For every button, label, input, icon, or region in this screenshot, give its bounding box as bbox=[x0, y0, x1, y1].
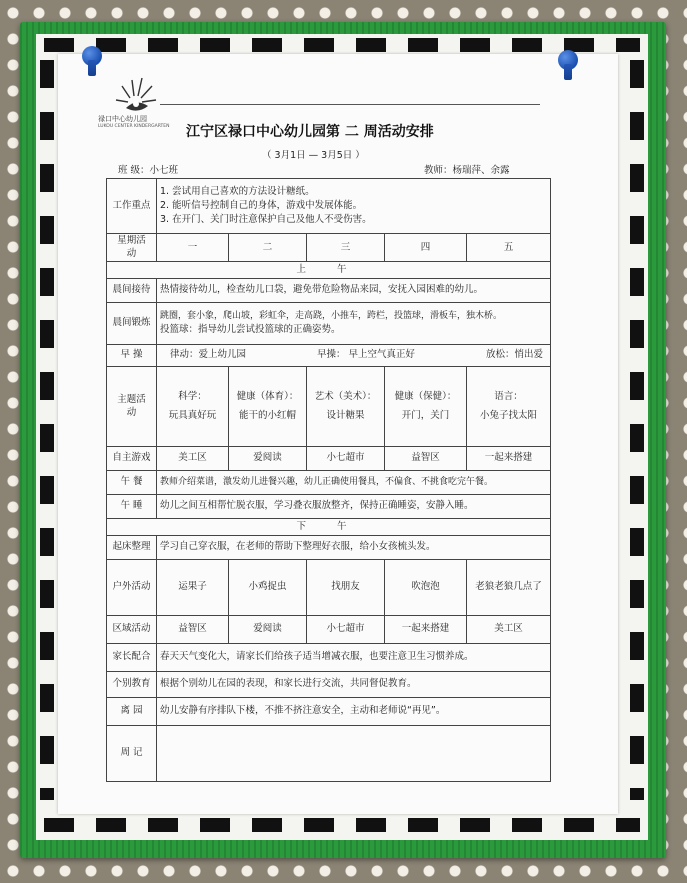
date-range: （ 3月1日 — 3月5日 ） bbox=[262, 150, 365, 161]
week-label bbox=[107, 234, 157, 262]
teachers-label: 教师：杨瑞萍、余露 bbox=[424, 165, 510, 176]
class-label: 班 级：小七班 bbox=[118, 165, 179, 176]
lunch-label: 午 餐 bbox=[107, 470, 157, 494]
outdoor-cell: 吹泡泡 bbox=[385, 559, 467, 615]
table-row bbox=[107, 470, 551, 494]
theme-cell bbox=[157, 366, 229, 446]
wakeup-label: 起床整理 bbox=[107, 535, 157, 559]
drill-relax: 放松：悄出爱 bbox=[485, 349, 543, 361]
leave-text: 幼儿安静有序排队下楼，不推不挤注意安全，主动和老师说“再见”。 bbox=[157, 697, 551, 725]
day-header: 四 bbox=[385, 234, 467, 262]
theme-label-text: 主题活动 bbox=[117, 393, 146, 419]
area-cell: 一起来搭建 bbox=[385, 615, 467, 643]
reception-label: 晨间接待 bbox=[107, 278, 157, 302]
pushpin-icon bbox=[558, 50, 578, 70]
theme-subject: 健康（保健）： bbox=[394, 390, 457, 402]
exercise-text: 投篮球：指导幼儿尝试投篮球的正确姿势。 bbox=[160, 323, 341, 335]
wakeup-text: 学习自己穿衣服，在老师的帮助下整理好衣服，给小女孩梳头发。 bbox=[157, 535, 551, 559]
free-play-label: 自主游戏 bbox=[107, 446, 157, 470]
area-cell: 美工区 bbox=[467, 615, 551, 643]
notes-label: 周 记 bbox=[107, 725, 157, 781]
leave-label: 离 园 bbox=[107, 697, 157, 725]
border-dashes-right bbox=[630, 60, 644, 800]
pushpin-icon bbox=[82, 46, 102, 66]
table-row bbox=[107, 615, 551, 643]
border-dashes-bottom bbox=[44, 818, 640, 832]
logo-subtitle: LUKOU CENTER KINDERGARTEN bbox=[98, 124, 170, 129]
day-header: 二 bbox=[229, 234, 307, 262]
free-play-cell: 一起来搭建 bbox=[467, 446, 551, 470]
exercise-label: 晨间锻炼 bbox=[107, 302, 157, 344]
table-row bbox=[107, 366, 551, 446]
table-row bbox=[107, 643, 551, 671]
theme-activity: 设计糖果 bbox=[326, 410, 365, 422]
goals-label: 工作重点 bbox=[107, 179, 157, 234]
table-row bbox=[107, 262, 551, 279]
nap-text: 幼儿之间互相帮忙脱衣服，学习叠衣服放整齐，保持正确睡姿，安静入睡。 bbox=[157, 494, 551, 518]
drill-exercise: 早操： 早上空气真正好 bbox=[316, 349, 416, 361]
area-cell: 爱阅读 bbox=[229, 615, 307, 643]
theme-subject: 科学： bbox=[178, 390, 207, 402]
outdoor-cell: 运果子 bbox=[157, 559, 229, 615]
table-row bbox=[107, 725, 551, 781]
table-row bbox=[107, 494, 551, 518]
free-play-cell: 美工区 bbox=[157, 446, 229, 470]
nap-label: 午 睡 bbox=[107, 494, 157, 518]
theme-subject: 艺术（美术）： bbox=[314, 390, 377, 402]
logo-text: 禄口中心幼儿园 bbox=[98, 115, 147, 123]
table-row bbox=[107, 179, 551, 234]
theme-activity: 开门，关门 bbox=[401, 410, 450, 422]
page-title: 江宁区禄口中心幼儿园第 二 周活动安排 bbox=[186, 124, 434, 140]
theme-activity: 能干的小红帽 bbox=[238, 410, 296, 422]
goal-item: 3. 在开门、关门时注意保护自己及他人不受伤害。 bbox=[160, 213, 372, 225]
area-cell: 益智区 bbox=[157, 615, 229, 643]
afternoon-section-label: 下 午 bbox=[107, 518, 551, 535]
theme-cell bbox=[467, 366, 551, 446]
free-play-cell: 爱阅读 bbox=[229, 446, 307, 470]
theme-cell bbox=[229, 366, 307, 446]
table-row bbox=[107, 446, 551, 470]
individual-label: 个别教育 bbox=[107, 671, 157, 697]
goal-item: 1. 尝试用自己喜欢的方法设计糖纸。 bbox=[160, 186, 315, 198]
area-label: 区域活动 bbox=[107, 615, 157, 643]
table-row bbox=[107, 671, 551, 697]
theme-activity: 玩具真好玩 bbox=[168, 410, 217, 422]
theme-subject: 语言： bbox=[494, 390, 523, 402]
drill-cell bbox=[157, 344, 551, 366]
outdoor-cell: 找朋友 bbox=[307, 559, 385, 615]
border-dashes-top bbox=[44, 38, 640, 52]
day-header: 五 bbox=[467, 234, 551, 262]
day-header: 一 bbox=[157, 234, 229, 262]
table-row bbox=[107, 697, 551, 725]
lunch-text: 教师介绍菜谱，激发幼儿进餐兴趣，幼儿正确使用餐具，不偏食、不挑食吃完午餐。 bbox=[157, 470, 551, 494]
exercise-text: 跳圈，套小象，爬山坡，彩虹伞，走高跷，小推车，跨栏，投篮球，滑板车，独木桥。 bbox=[160, 310, 503, 321]
theme-activity: 小兔子找太阳 bbox=[479, 410, 537, 422]
table-row bbox=[107, 278, 551, 302]
theme-subject: 健康（体育）： bbox=[236, 390, 299, 402]
outdoor-label: 户外活动 bbox=[107, 559, 157, 615]
notes-cell bbox=[157, 725, 551, 781]
reception-text: 热情接待幼儿，检查幼儿口袋，避免带危险物品来园，安抚入园困难的幼儿。 bbox=[157, 278, 551, 302]
table-row bbox=[107, 302, 551, 344]
drill-label: 早 操 bbox=[107, 344, 157, 366]
drill-rhythm: 律动：爱上幼儿园 bbox=[170, 349, 247, 361]
morning-section-label: 上 午 bbox=[107, 262, 551, 279]
goals-cell bbox=[157, 179, 551, 234]
theme-cell bbox=[307, 366, 385, 446]
table-row bbox=[107, 518, 551, 535]
area-cell: 小七超市 bbox=[307, 615, 385, 643]
theme-cell bbox=[385, 366, 467, 446]
week-label-text: 星期活动 bbox=[117, 235, 146, 259]
day-header: 三 bbox=[307, 234, 385, 262]
table-row bbox=[107, 559, 551, 615]
weekly-schedule-table bbox=[106, 178, 551, 782]
border-dashes-left bbox=[40, 60, 54, 800]
theme-label bbox=[107, 366, 157, 446]
header-rule bbox=[160, 104, 540, 105]
individual-text: 根据个别幼儿在园的表现，和家长进行交流，共同督促教育。 bbox=[157, 671, 551, 697]
free-play-cell: 益智区 bbox=[385, 446, 467, 470]
outdoor-cell: 老狼老狼几点了 bbox=[467, 559, 551, 615]
outdoor-cell: 小鸡捉虫 bbox=[229, 559, 307, 615]
free-play-cell: 小七超市 bbox=[307, 446, 385, 470]
goal-item: 2. 能听信号控制自己的身体，游戏中发展体能。 bbox=[160, 200, 363, 212]
table-row bbox=[107, 535, 551, 559]
parents-text: 春天天气变化大，请家长们给孩子适当增减衣服，也要注意卫生习惯养成。 bbox=[157, 643, 551, 671]
parents-label: 家长配合 bbox=[107, 643, 157, 671]
exercise-cell bbox=[157, 302, 551, 344]
table-row bbox=[107, 234, 551, 262]
table-row bbox=[107, 344, 551, 366]
